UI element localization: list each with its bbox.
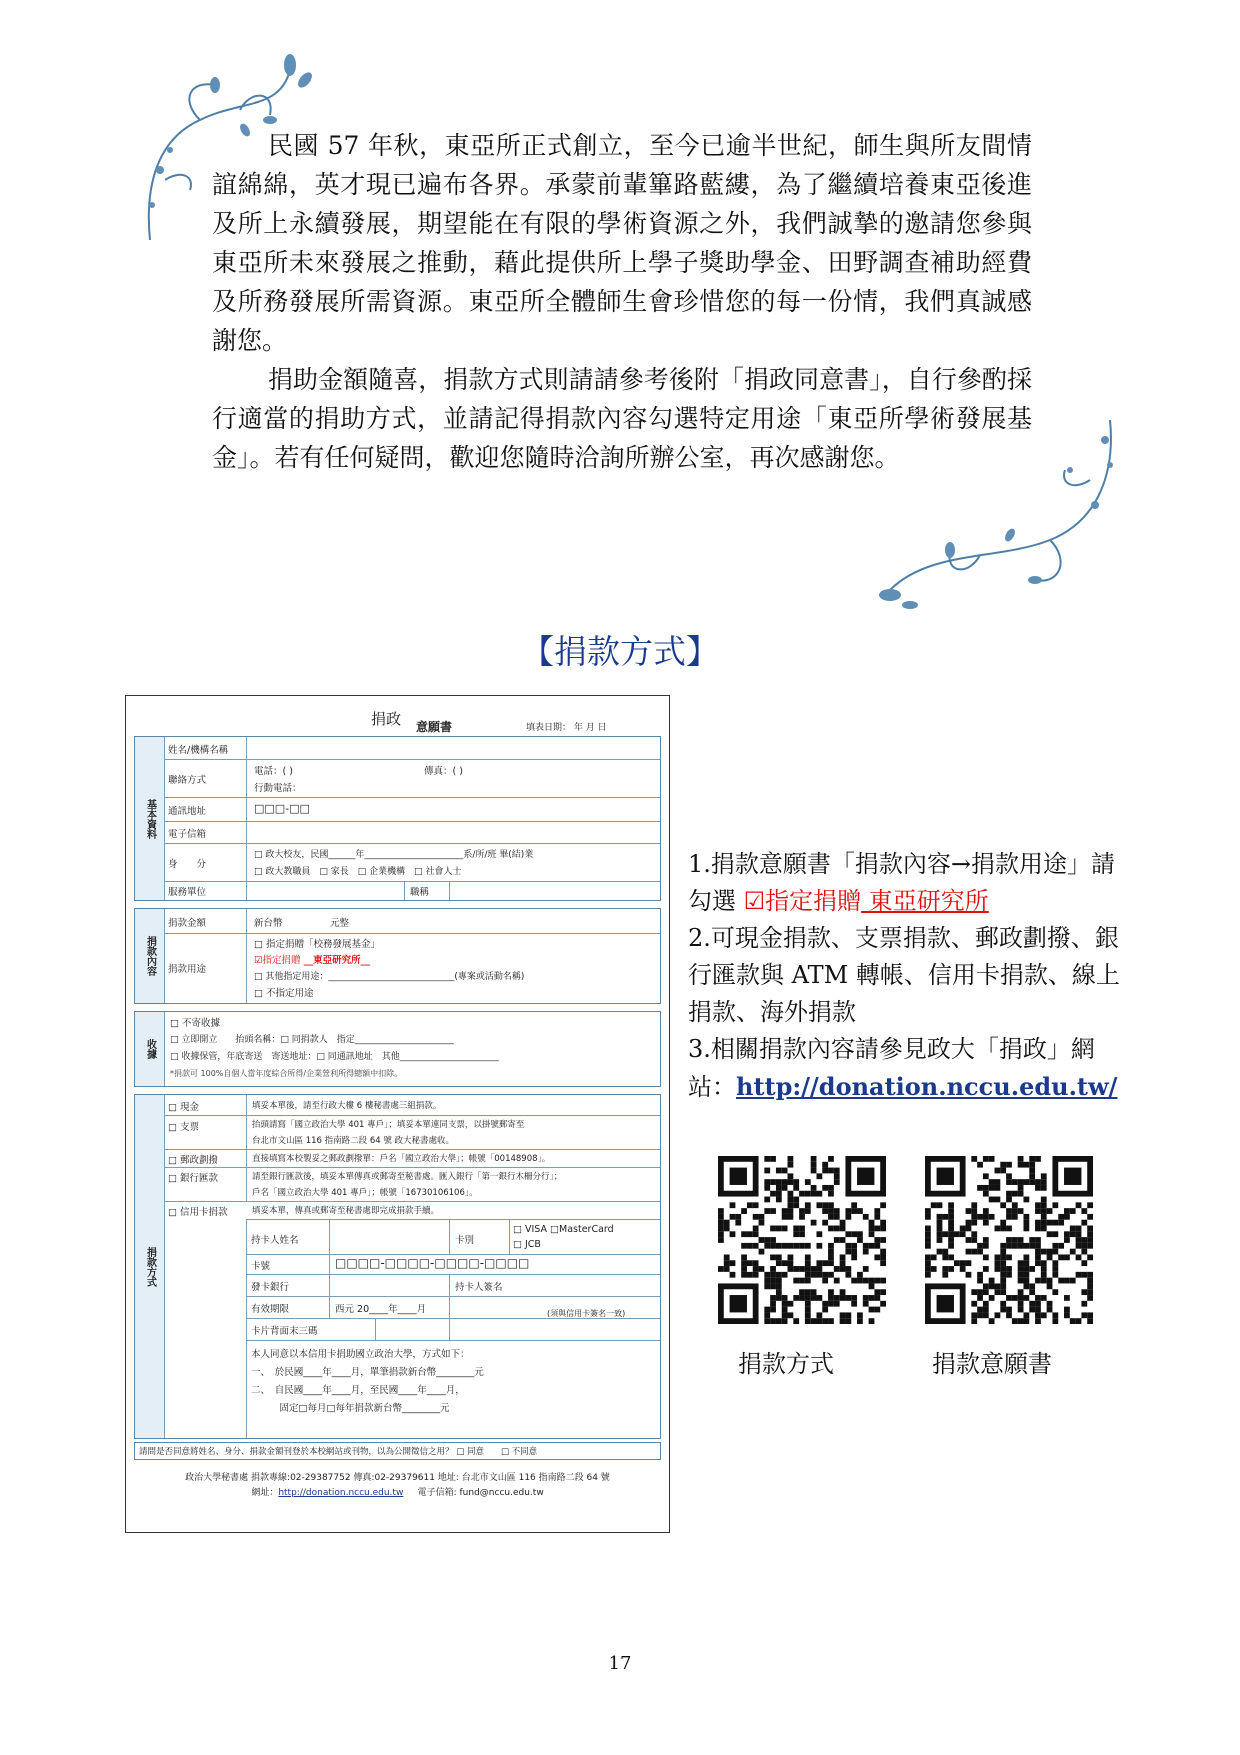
agree-line-2: 一、 於民國____年____月，單筆捐款新台幣________元 xyxy=(251,1367,484,1378)
cash-label: □ 現金 xyxy=(168,1102,199,1113)
note-1 xyxy=(688,846,1128,920)
name-label: 姓名/機構名稱 xyxy=(168,745,229,756)
postal-row xyxy=(164,1149,660,1168)
amount-row xyxy=(164,909,660,934)
note-1-underlined: 東亞研究所 xyxy=(861,887,989,915)
purpose-option-2-prefix: ☑指定捐贈 xyxy=(254,955,301,966)
receipt-section xyxy=(134,1011,661,1087)
form-footer-contact: 政治大學秘書處 捐款專線:02-29387752 傳真:02-29379611 地址: 台北市文山區 116 指南路二段 64 號 xyxy=(185,1473,610,1483)
donation-notes xyxy=(688,846,1128,1106)
card-no-label: 卡號 xyxy=(251,1261,271,1272)
signature-note: (須與信用卡簽名一致) xyxy=(547,1309,626,1318)
issuer-label: 發卡銀行 xyxy=(251,1282,290,1293)
purpose-option-4: □ 不指定用途 xyxy=(254,988,314,999)
page-number: 17 xyxy=(608,1653,632,1674)
receipt-line-1: □ 不寄收據 xyxy=(170,1018,220,1029)
form-date: 填表日期： 年 月 日 xyxy=(526,723,607,733)
bank-label: □ 銀行匯款 xyxy=(168,1173,218,1184)
amount-label: 捐款金額 xyxy=(168,918,207,929)
postal-text: 直接填寫本校製妥之郵政劃撥單：戶名「國立政治大學」；帳號「00148908」。 xyxy=(252,1154,551,1164)
note-1-text: 1.捐款意願書「捐款內容→捐款用途」請勾選 xyxy=(688,850,1116,915)
contact-row xyxy=(164,759,660,798)
address-row xyxy=(164,797,660,822)
email-row xyxy=(164,821,660,844)
postal-label: □ 郵政劃撥 xyxy=(168,1155,218,1166)
fax-label: 傳真：( ) xyxy=(424,766,463,777)
email-label: 電子信箱 xyxy=(168,829,207,840)
note-1-red: ☑指定捐贈 xyxy=(743,887,862,915)
qr-label-donation-method: 捐款方式 xyxy=(738,1350,834,1378)
purpose-option-2 xyxy=(254,952,370,966)
receipt-side-label: 收據 xyxy=(135,1012,165,1086)
check-text-1: 抬頭請寫「國立政治大學 401 專戶」；填妥本單連同支票，以掛號郵寄至 xyxy=(252,1120,525,1130)
qr-code-donation-form[interactable] xyxy=(925,1156,1093,1324)
check-label: □ 支票 xyxy=(168,1122,199,1133)
identity-row xyxy=(164,843,660,882)
work-label: 服務單位 xyxy=(168,887,207,898)
donation-form-image xyxy=(125,695,670,1533)
check-text-2: 台北市文山區 116 指南路二段 64 號 政大秘書處收。 xyxy=(252,1136,455,1146)
agree-line-4: 固定□每月□每年捐款新台幣________元 xyxy=(251,1403,450,1414)
card-type-label: 卡別 xyxy=(455,1235,475,1246)
section-heading: 【捐款方式】 xyxy=(521,632,719,671)
bank-text-1: 請至銀行匯款後，填妥本單傳真或郵寄至秘書處。匯入銀行「第一銀行木柵分行」； xyxy=(252,1172,563,1182)
credit-card-row xyxy=(164,1201,660,1438)
content-side-label: 捐款內容 xyxy=(135,909,165,1003)
basic-info-side-label: 基本資料 xyxy=(135,737,165,900)
form-logo: 捐政 xyxy=(371,710,402,728)
footer-web-link[interactable]: http://donation.nccu.edu.tw xyxy=(278,1488,404,1498)
identity-line-2: □ 政大教職員 □ 家長 □ 企業機構 □ 社會人士 xyxy=(254,867,462,877)
identity-label: 身 分 xyxy=(168,859,207,870)
title-label: 職稱 xyxy=(410,887,430,898)
signature-label: 持卡人簽名 xyxy=(455,1282,503,1293)
payment-method-section xyxy=(134,1094,661,1439)
form-title-bar xyxy=(126,708,669,736)
form-footer-web xyxy=(126,1485,669,1498)
agree-line-1: 本人同意以本信用卡捐助國立政治大學，方式如下： xyxy=(251,1349,470,1360)
method-side-label: 捐款方式 xyxy=(135,1095,165,1438)
expiry-value: 西元 20____年____月 xyxy=(335,1304,427,1315)
intro-paragraph-1: 民國 57 年秋，東亞所正式創立，至今已逾半世紀，師生與所友間情誼綿綿，英才現已遍布各界。承蒙前輩篳路藍縷，為了繼續培養東亞後進及所上永續發展，期望能在有限的學術資源之外，我們誠摯的邀請您參與東亞所未來發展之推動，藉此提供所上學子獎助學金、田野調查補助經費及所務發展所需資源。東亞所全體師生會珍惜您的每一份情，我們真誠感謝您。 xyxy=(212,131,1032,355)
cvv-label: 卡片背面末三碼 xyxy=(251,1326,318,1337)
phone-label: 電話：( ) xyxy=(254,766,293,777)
cash-text: 填妥本單後，請至行政大樓 6 樓秘書處三組捐款。 xyxy=(252,1101,442,1111)
holder-label: 持卡人姓名 xyxy=(251,1235,299,1246)
agree-line-3: 二、 自民國____年____月，至民國____年____月， xyxy=(251,1385,465,1396)
publish-row xyxy=(134,1442,661,1460)
name-row xyxy=(164,737,660,760)
qr-label-donation-form: 捐款意願書 xyxy=(932,1350,1052,1378)
card-detail-table xyxy=(246,1219,660,1438)
check-row xyxy=(164,1115,660,1150)
donation-content-section xyxy=(134,908,661,1004)
card-no-value: □□□□-□□□□-□□□□-□□□□ xyxy=(335,1256,530,1270)
donation-site-link[interactable]: http://donation.nccu.edu.tw/ xyxy=(736,1072,1118,1101)
note-2: 2.可現金捐款、支票捐款、郵政劃撥、銀行匯款與 ATM 轉帳、信用卡捐款、線上捐款、海外捐款 xyxy=(688,924,1120,1026)
contact-label: 聯絡方式 xyxy=(168,775,207,786)
mobile-label: 行動電話： xyxy=(254,783,302,794)
purpose-label: 捐款用途 xyxy=(168,964,207,975)
receipt-line-3: □ 收據保管，年底寄送 寄送地址：□ 同通訊地址 其他______________________ xyxy=(170,1052,499,1062)
intro-text xyxy=(212,126,1032,477)
work-row xyxy=(164,881,660,900)
bank-text-2: 戶名「國立政治大學 401 專戶」；帳號「16730106106」。 xyxy=(252,1188,478,1198)
receipt-note: *捐款可 100%自個人當年度綜合所得/企業營利所得總額中扣除。 xyxy=(170,1069,403,1078)
receipt-line-2: □ 立即開立 抬頭名稱：□ 同捐款人 指定______________________ xyxy=(170,1035,454,1045)
cash-row xyxy=(164,1095,660,1116)
note-3-text: 3.相關捐款內容請參見政大「捐政」網站： xyxy=(688,1035,1095,1101)
expiry-label: 有效期限 xyxy=(251,1304,290,1315)
card-text: 填妥本單，傳真或郵寄至秘書處即完成捐款手續。 xyxy=(252,1206,440,1216)
publish-question: 請問是否同意將姓名、身分、捐款金額刊登於本校網站或刊物，以為公開徵信之用？ □ 同意 □ 不同意 xyxy=(139,1447,538,1457)
address-label: 通訊地址 xyxy=(168,806,207,817)
footer-web-label: 網址： xyxy=(251,1488,279,1498)
qr-code-donation-method[interactable] xyxy=(718,1156,886,1324)
purpose-option-3: □ 其他指定用途：____________________________(專案或活動名稱) xyxy=(254,972,525,982)
amount-value: 新台幣 元整 xyxy=(254,918,350,929)
card-type-1: □ VISA □MasterCard xyxy=(513,1224,614,1235)
form-title: 意願書 xyxy=(416,720,453,734)
identity-line-1: □ 政大校友，民國______年______________________系/所/班 畢(結)業 xyxy=(254,850,534,860)
purpose-option-1: □ 指定捐贈「校務發展基金」 xyxy=(254,939,380,950)
note-3 xyxy=(688,1031,1128,1106)
bank-row xyxy=(164,1167,660,1202)
purpose-row xyxy=(164,933,660,1003)
footer-email: 電子信箱: fund@nccu.edu.tw xyxy=(417,1488,544,1498)
card-label: □ 信用卡捐款 xyxy=(168,1207,228,1218)
intro-paragraph-2: 捐助金額隨喜，捐款方式則請請參考後附「捐政同意書」，自行參酌採行適當的捐助方式，並請記得捐款內容勾選特定用途「東亞所學術發展基金」。若有任何疑問，歡迎您隨時洽詢所辦公室，再次感謝您。 xyxy=(212,365,1032,472)
purpose-option-2-value: __東亞研究所__ xyxy=(303,955,371,966)
basic-info-section xyxy=(134,736,661,901)
card-type-2: □ JCB xyxy=(513,1239,541,1250)
address-value: □□□-□□ xyxy=(254,802,310,815)
